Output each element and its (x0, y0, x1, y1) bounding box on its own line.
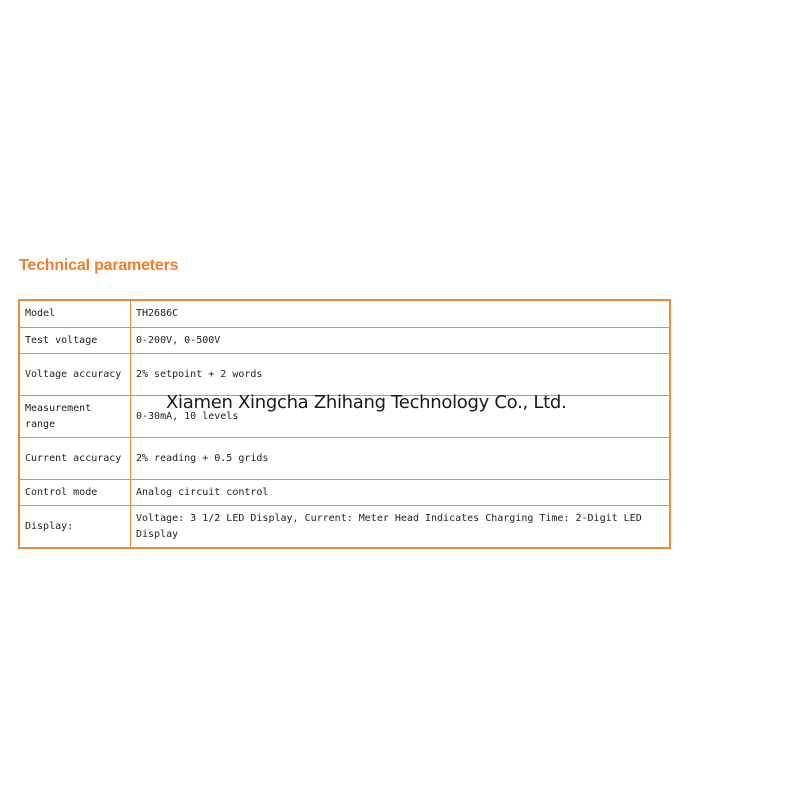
param-label: Display: (19, 506, 131, 549)
param-label: Measurement range (19, 396, 131, 438)
param-value: Analog circuit control (131, 480, 671, 506)
param-label: Current accuracy (19, 438, 131, 480)
param-label: Voltage accuracy (19, 354, 131, 396)
table-row (19, 438, 670, 480)
watermark-text: Xiamen Xingcha Zhihang Technology Co., Ltd. (166, 392, 567, 413)
param-label: Control mode (19, 480, 131, 506)
param-value: TH2686C (131, 300, 671, 328)
table-row (19, 506, 670, 549)
technical-parameters-table (18, 299, 671, 549)
param-value: Voltage: 3 1/2 LED Display, Current: Meter Head Indicates Charging Time: 2-Digit LED Display (131, 506, 671, 549)
table-row (19, 300, 670, 328)
param-label: Test voltage (19, 328, 131, 354)
param-value: 0-30mA, 10 levels (131, 396, 671, 438)
table-row (19, 354, 670, 396)
section-title: Technical parameters (19, 257, 179, 274)
table-row (19, 480, 670, 506)
param-value: 2% reading + 0.5 grids (131, 438, 671, 480)
param-value: 0-200V, 0-500V (131, 328, 671, 354)
param-label: Model (19, 300, 131, 328)
param-value: 2% setpoint + 2 words (131, 354, 671, 396)
table-row (19, 328, 670, 354)
